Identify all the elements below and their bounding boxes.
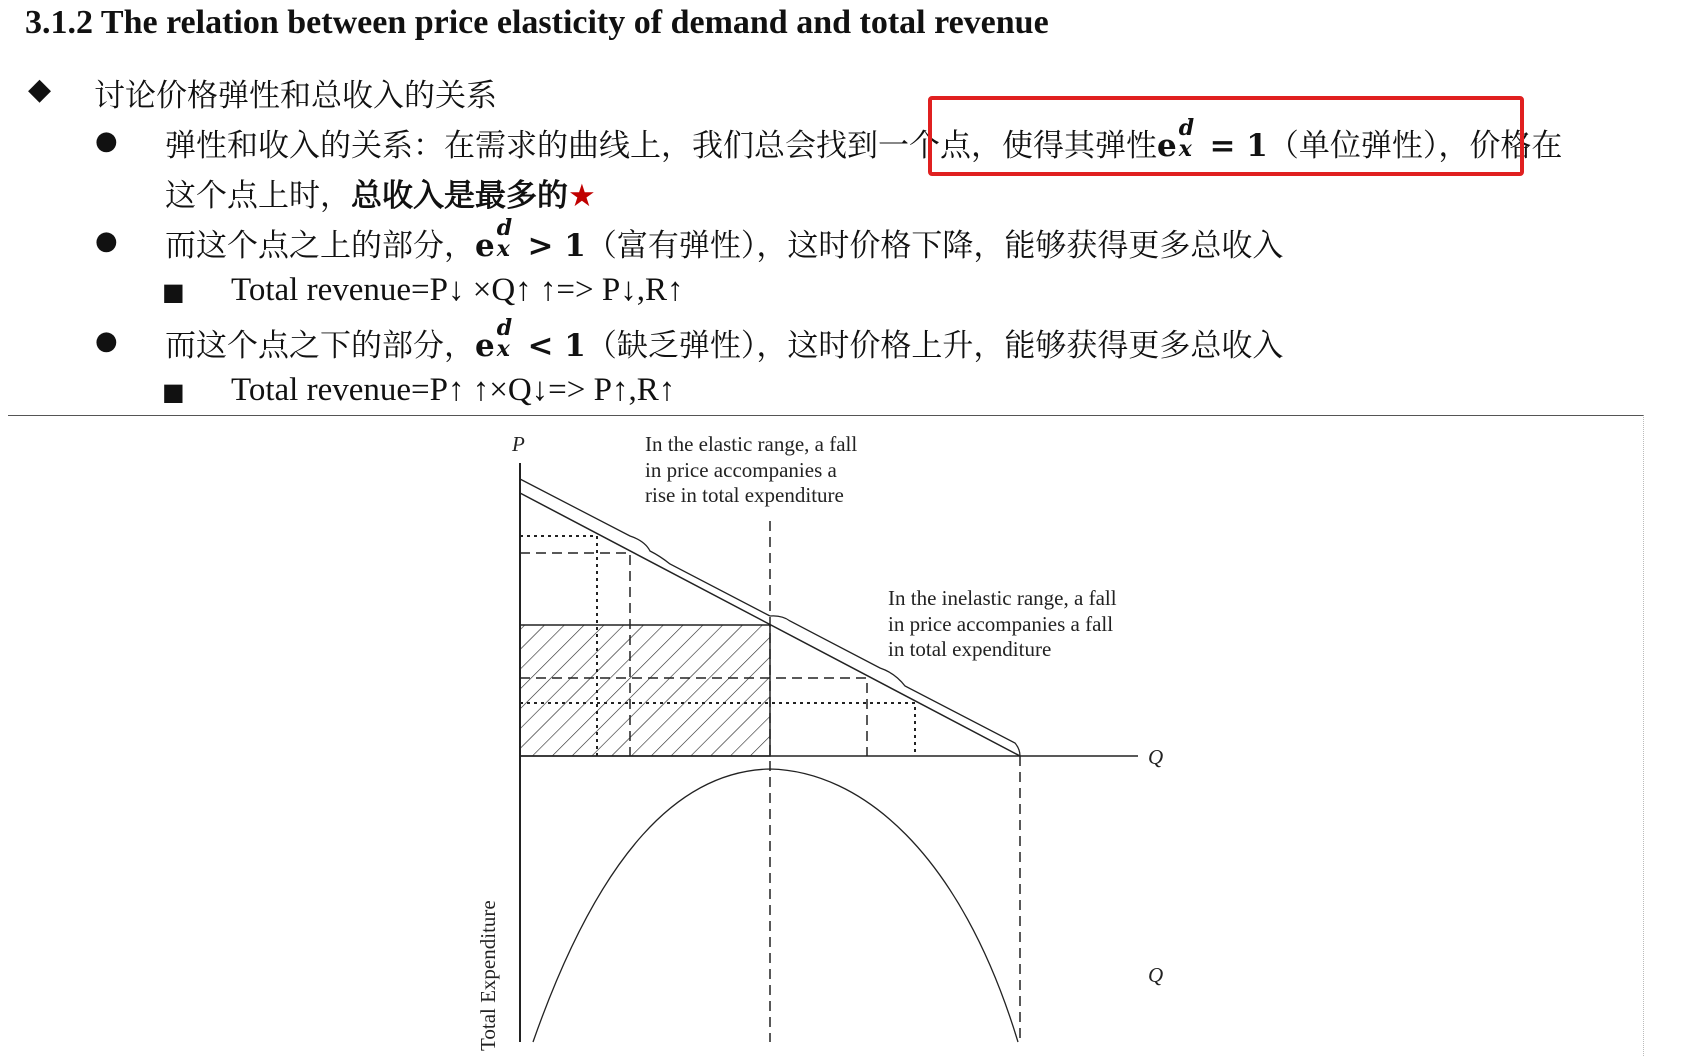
q-axis-label-lower: Q <box>1148 963 1164 987</box>
point1-boxed: 一个点，使得其弹性 <box>878 128 1157 164</box>
total-expenditure-curve <box>533 769 1018 1042</box>
te-axis-label: Total Expenditure <box>476 900 500 1051</box>
elasticity-symbol: e d x = 1 <box>1157 115 1268 164</box>
point1-line2: 这个点上时，总收入是最多的★ <box>165 178 596 214</box>
inelastic-note-3: in total expenditure <box>888 637 1052 661</box>
dot-bullet-icon: ● <box>95 226 118 256</box>
square-bullet-icon: ■ <box>162 378 185 406</box>
point2-sub: Total revenue=P↓ ×Q↑ ↑=> P↓,R↑ <box>231 272 684 308</box>
point2-line: 而这个点之上的部分，e d x > 1（富有弹性），这时价格下降，能够获得更多总收入 <box>165 215 1284 264</box>
inelastic-note-1: In the inelastic range, a fall <box>888 586 1117 610</box>
elastic-note-2: in price accompanies a <box>645 458 837 482</box>
point3-line: 而这个点之下的部分，e d x < 1（缺乏弹性），这时价格上升，能够获得更多总收入 <box>165 315 1284 364</box>
point1-paren: （单位弹性） <box>1267 128 1439 164</box>
topic-line: 讨论价格弹性和总收入的关系 <box>94 78 497 114</box>
elastic-note-1: In the elastic range, a fall <box>645 432 858 456</box>
dot-bullet-icon: ● <box>95 126 118 156</box>
diamond-bullet-icon: ◆ <box>28 72 52 107</box>
dot-bullet-icon: ● <box>95 326 118 356</box>
q-axis-label: Q <box>1148 745 1164 769</box>
point1-post: ，价格在 <box>1438 128 1563 164</box>
elasticity-symbol: e d x > 1 <box>475 215 586 264</box>
elasticity-diagram <box>8 416 1643 1056</box>
inelastic-note-2: in price accompanies a fall <box>888 612 1114 636</box>
elastic-note-3: rise in total expenditure <box>645 483 844 507</box>
star-icon: ★ <box>568 178 596 214</box>
highlight-box <box>928 96 1524 176</box>
point1-emphasis: 总收入是最多的 <box>351 178 568 214</box>
p-axis-label: P <box>512 432 525 456</box>
point1-pre: 弹性和收入的关系：在需求的曲线上，我们总会找到 <box>165 128 878 164</box>
section-heading: 3.1.2 The relation between price elasticity of demand and total revenue <box>25 4 1049 41</box>
point3-sub: Total revenue=P↑ ↑×Q↓=> P↑,R↑ <box>231 372 676 408</box>
elasticity-figure <box>8 415 1644 1056</box>
max-revenue-area <box>520 625 770 756</box>
square-bullet-icon: ■ <box>162 278 185 306</box>
elasticity-symbol: e d x < 1 <box>475 315 586 364</box>
